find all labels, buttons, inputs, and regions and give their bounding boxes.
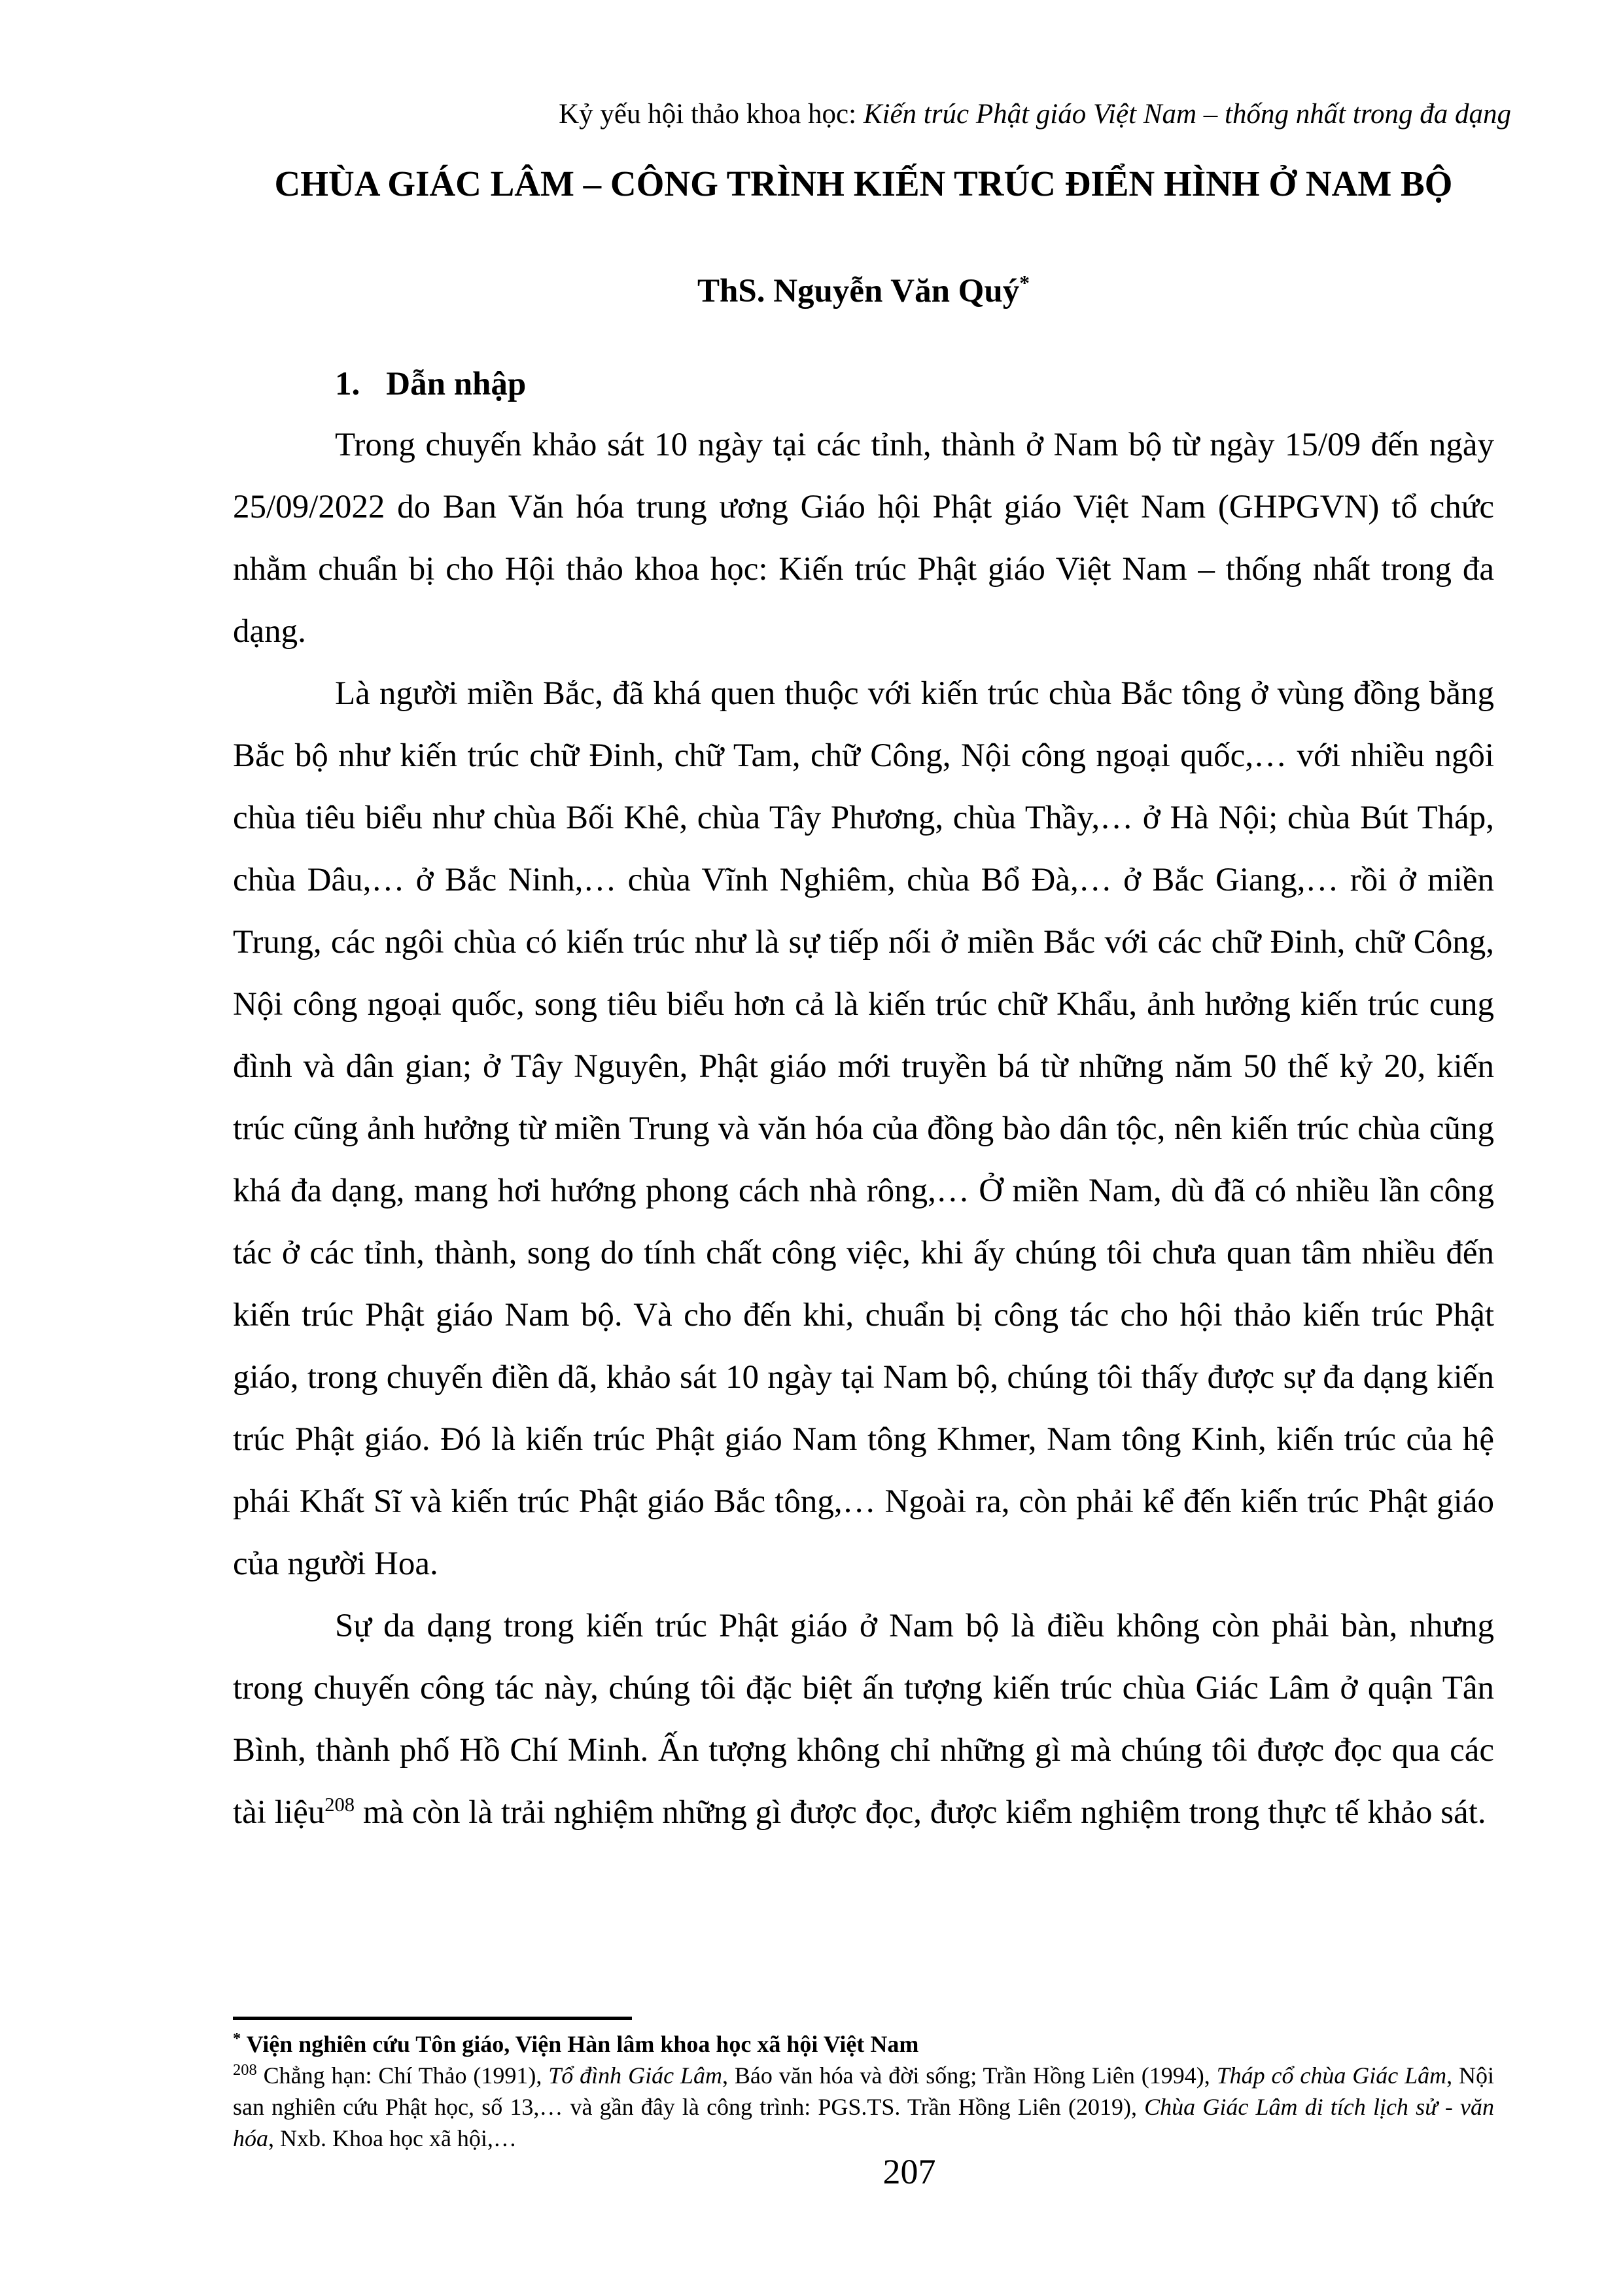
- footnote-text-segment: , Nội san nghiên cứu Phật học, số 13,… và gần đây là công trình: PGS.TS. Trần Hồng Liên (2019),: [233, 2062, 1495, 2120]
- section-number: 1.: [335, 366, 360, 402]
- paragraph-2: Là người miền Bắc, đã khá quen thuộc với kiến trúc chùa Bắc tông ở vùng đồng bằng Bắc bộ như kiến trúc chữ Đinh, chữ Tam, chữ Công, Nội công ngoại quốc,… với nhiều ngôi chùa tiêu biểu như chùa Bối Khê, chùa Tây Phương, chùa Thầy,… ở Hà Nội; chùa Bút Tháp, chùa Dâu,… ở Bắc Ninh,… chùa Vĩnh Nghiêm, chùa Bổ Đà,… ở Bắc Giang,… rồi ở miền Trung, các ngôi chùa có kiến trúc như là sự tiếp nối ở miền Bắc với các chữ Đinh, chữ Công, Nội công ngoại quốc, song tiêu biểu hơn cả là kiến trúc chữ Khẩu, ảnh hưởng kiến trúc cung đình và dân gian; ở Tây Nguyên, Phật giáo mới truyền bá từ những năm 50 thế kỷ 20, kiến trúc cũng ảnh hưởng từ miền Trung và văn hóa của đồng bào dân tộc, nên kiến trúc chùa cũng khá đa dạng, mang hơi hướng phong cách nhà rông,… Ở miền Nam, dù đã có nhiều lần công tác ở các tỉnh, thành, song do tính chất công việc, khi ấy chúng tôi chưa quan tâm nhiều đến kiến trúc Phật giáo Nam bộ. Và cho đến khi, chuẩn bị công tác cho hội thảo kiến trúc Phật giáo, trong chuyến điền dã, khảo sát 10 ngày tại Nam bộ, chúng tôi thấy được sự đa dạng kiến trúc Phật giáo. Đó là kiến trúc Phật giáo Nam tông Khmer, Nam tông Kinh, kiến trúc của hệ phái Khất Sĩ và kiến trúc Phật giáo Bắc tông,… Ngoài ra, còn phải kể đến kiến trúc Phật giáo của người Hoa.: [233, 675, 1494, 1582]
- article-body: [233, 414, 1494, 1844]
- paragraph-3: [233, 1595, 1494, 1844]
- footnote-text-segment: Chẳng hạn: Chí Thảo (1991),: [263, 2062, 549, 2089]
- page-number: 207: [882, 2152, 936, 2191]
- affiliation-marker: *: [233, 2030, 241, 2047]
- paragraph-3-text: Sự da dạng trong kiến trúc Phật giáo ở Nam bộ là điều không còn phải bàn, nhưng trong chuyến công tác này, chúng tôi đặc biệt ấn tượng kiến trúc chùa Giác Lâm ở quận Tân Bình, thành phố Hồ Chí Minh. Ấn tượng không chỉ những gì mà chúng tôi được đọc qua các tài liệu: [233, 1608, 1494, 1831]
- running-header: [216, 98, 1511, 130]
- footnote-text-segment: , Nxb. Khoa học xã hội,…: [268, 2125, 517, 2151]
- cited-work-title: Tháp cổ chùa Giác Lâm: [1216, 2062, 1447, 2089]
- author-footnote-marker: *: [1019, 272, 1030, 294]
- article-title: CHÙA GIÁC LÂM – CÔNG TRÌNH KIẾN TRÚC ĐIỂN HÌNH Ở NAM BỘ: [274, 164, 1453, 203]
- paragraph-3-text-after: mà còn là trải nghiệm những gì được đọc, được kiểm nghiệm trong thực tế khảo sát.: [355, 1794, 1486, 1831]
- cited-work-title: Chùa Giác Lâm di tích lịch sử - văn hóa: [233, 2094, 1494, 2151]
- footnote-208-marker: 208: [233, 2061, 257, 2079]
- section-title: Dẫn nhập: [386, 366, 527, 402]
- affiliation-text: Viện nghiên cứu Tôn giáo, Viện Hàn lâm khoa học xã hội Việt Nam: [246, 2031, 919, 2057]
- footnote-208: [233, 2060, 1494, 2154]
- section-heading: [335, 365, 526, 403]
- cited-work-title: Tổ đình Giác Lâm: [548, 2062, 722, 2089]
- author-line: [233, 272, 1494, 310]
- footnote-separator-rule: [233, 2017, 632, 2020]
- footnote-208-body: [233, 2062, 1494, 2151]
- running-header-prefix: Kỷ yếu hội thảo khoa học:: [559, 99, 864, 130]
- footnote-affiliation: [233, 2028, 1494, 2060]
- footnote-text-segment: , Báo văn hóa và đời sống; Trần Hồng Liên (1994),: [722, 2062, 1217, 2089]
- footnote-ref-208: 208: [324, 1793, 355, 1816]
- footnotes-block: [233, 2028, 1494, 2154]
- paragraph-1: Trong chuyến khảo sát 10 ngày tại các tỉnh, thành ở Nam bộ từ ngày 15/09 đến ngày 25/09/2022 do Ban Văn hóa trung ương Giáo hội Phật giáo Việt Nam (GHPGVN) tổ chức nhằm chuẩn bị cho Hội thảo khoa học: Kiến trúc Phật giáo Việt Nam – thống nhất trong đa dạng.: [233, 427, 1494, 650]
- author-name: ThS. Nguyễn Văn Quý: [697, 273, 1020, 309]
- running-header-series-title: Kiến trúc Phật giáo Việt Nam – thống nhất trong đa dạng: [863, 99, 1511, 130]
